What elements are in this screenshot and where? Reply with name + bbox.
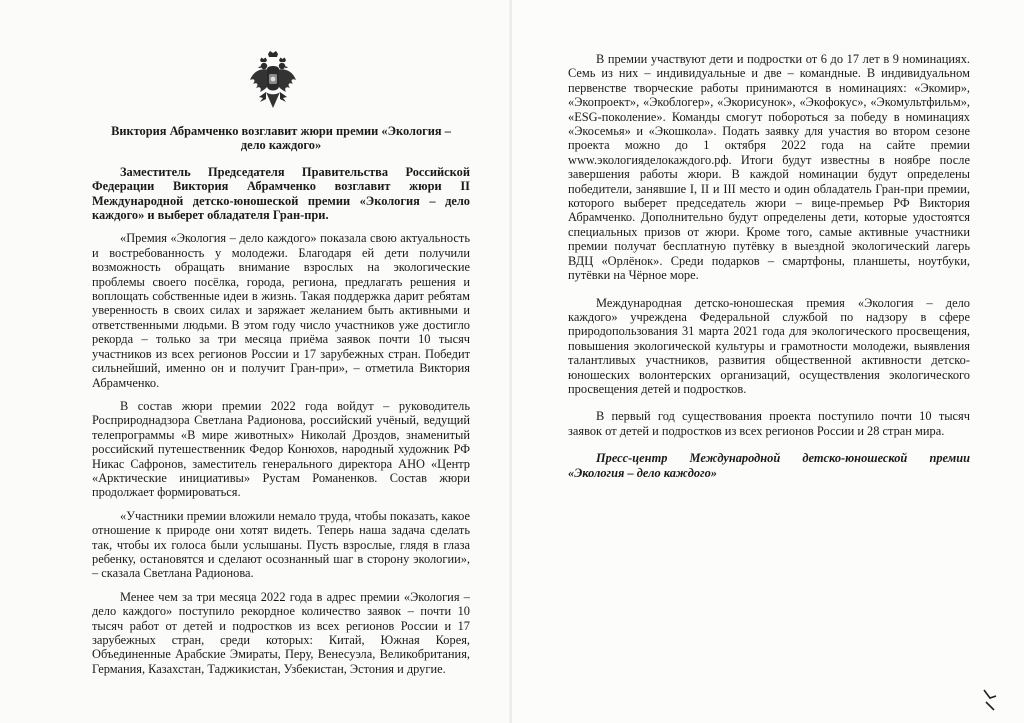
lead-paragraph: Заместитель Председателя Правительства Российской Федерации Виктория Абрамченко возглавит жюри II Международной детско-юношеской премии «Экология – дело каждого» и выберет обладателя Гран-при. bbox=[92, 164, 470, 223]
body-paragraph: В премии участвуют дети и подростки от 6 до 17 лет в 9 номинациях. Семь из них – индивидуальные и две – командные. В индивидуальном первенстве творческие работы принимаются в номинациях: «Экомир», «Экопроект», «Экоблогер», «Экорисунок», «Экофокус», «Экомультфильм», «ESG-поколение». Команды смогут побороться за победу в номинациях «Экосемья» и «Экошкола». Подать заявку для участия во втором сезоне проекта можно до 1 октября 2022 года на сайте премии www.экологияделокаждого.рф. Итоги будут известны в ноябре после завершения работы жюри. В каждой номинации будут определены победители, занявшие I, II и III место и один обладатель Гран-при премии, которого выберет председатель жюри – вице-премьер РФ Виктория Абрамченко. Дополнительно будут определены дети, которые удостоятся специальных призов от жюри. Кроме того, самые активные участники премии получат бесплатную путёвку в выездной экологический лагерь ВДЦ «Орлёнок». Среди подарков – смартфоны, планшеты, ноутбуки, путёвки на Чёрное море. bbox=[568, 52, 970, 283]
body-paragraph: Международная детско-юношеская премия «Экология – дело каждого» учреждена Федеральной службой по надзору в сфере природопользования 31 марта 2021 года для экологического просвещения, повышения экологической культуры и грамотности молодежи, выявления талантливых участников, развития общественной активности детско-юношеских волонтерских организаций, осуществления экологического просвещения детей и подростков. bbox=[568, 295, 970, 396]
scan-mark bbox=[980, 688, 1000, 712]
left-text-column bbox=[92, 124, 470, 685]
body-paragraph: В первый год существования проекта поступило почти 10 тысяч заявок от детей и подростков из всех регионов России и 28 стран мира. bbox=[568, 409, 970, 438]
body-paragraph: Менее чем за три месяца 2022 года в адрес премии «Экология – дело каждого» поступило рекордное количество заявок – почти 10 тысяч работ от детей и подростков из всех регионов России и 17 зарубежных стран, среди которых: Китай, Южная Корея, Объединенные Арабские Эмираты, Перу, Венесуэла, Великобритания, Германия, Казахстан, Таджикистан, Узбекистан, Эстония и другие. bbox=[92, 589, 470, 676]
press-center-signature: Пресс-центр Международной детско-юношеской премии «Экология – дело каждого» bbox=[568, 451, 970, 480]
press-release-title: Виктория Абрамченко возглавит жюри премии «Экология – дело каждого» bbox=[111, 124, 451, 153]
body-paragraph: В состав жюри премии 2022 года войдут – руководитель Росприроднадзора Светлана Радионова, российский учёный, ведущий телепрограммы «В мире животных» Николай Дроздов, знаменитый российский путешественник Федор Конюхов, народный художник РФ Никас Сафронов, заместитель генерального директора АНО «Центр «Арктические инициативы» Рустам Романенков. Состав жюри продолжает формироваться. bbox=[92, 398, 470, 500]
body-paragraph: «Участники премии вложили немало труда, чтобы показать, какое отношение к природе они хотят видеть. Теперь наша задача сделать так, чтобы их голоса были услышаны. Пусть взрослые, глядя в глаза ребенку, остановятся и сделают осознанный шаг в сторону экологии», – сказала Светлана Радионова. bbox=[92, 508, 470, 581]
double-headed-eagle-emblem-icon bbox=[248, 50, 298, 114]
right-text-column bbox=[568, 52, 970, 493]
body-paragraph: «Премия «Экология – дело каждого» показала свою актуальность и востребованность у молодежи. Благодаря ей дети получили возможность обращать внимание взрослых на экологические проблемы своего посёлка, города, региона, предлагать решения и воплощать собственные идеи в жизнь. Такая поддержка дарит ребятам уверенность в своих силах и заряжает желанием быть активными и ответственными людьми. В этом году число участников уже достигло рекорда – только за три месяца приёма заявок почти 10 тысяч участников из всех регионов России и 17 зарубежных стран. Победит сильнейший, именно он и получит Гран-при», – отметила Виктория Абрамченко. bbox=[92, 231, 470, 390]
